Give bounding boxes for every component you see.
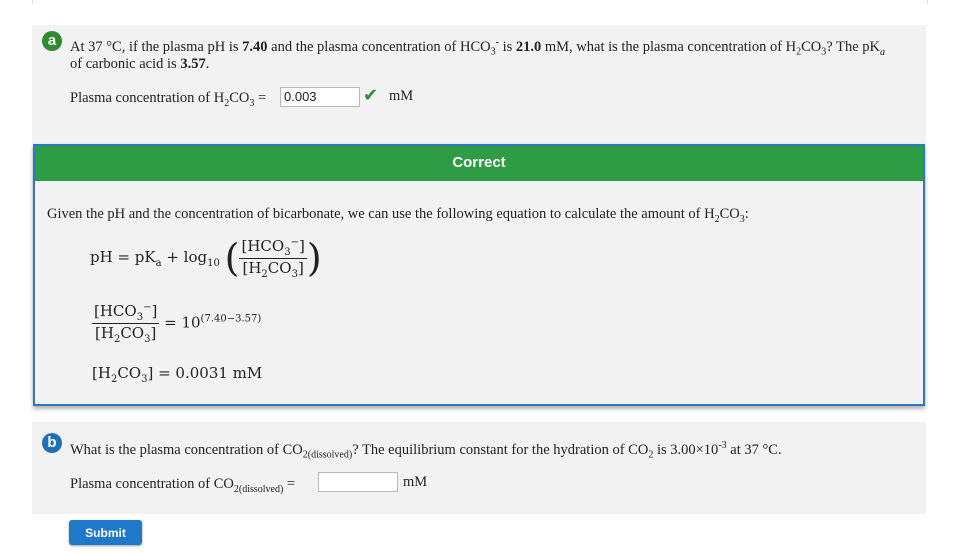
part-a-question: At 37 °C, if the plasma pH is 7.40 and the plasma concentration of $HCO_3^-$ is 21.0 mM, what is the plasma concentration of $H_2CO_3$? The $pK_a$ [70, 37, 885, 58]
part-a-question-line2: of carbonic acid is 3.57. [70, 56, 210, 72]
equation-result: $[H_2CO_3] = 0.0031$ mM [92, 364, 263, 385]
feedback-intro: Given the pH and the concentration of bicarbonate, we can use the following equation to calculate the amount of $H_2CO_3$: [47, 206, 749, 225]
top-rule [32, 0, 928, 4]
submit-button[interactable]: Submit [69, 520, 142, 545]
part-b-answer-label: Plasma concentration of $CO_{2(dissolved)}$ = [70, 476, 296, 495]
part-b-answer-input[interactable] [318, 472, 398, 492]
part-a-badge: a [42, 31, 62, 51]
part-a-answer-label: Plasma concentration of $H_2CO_3$ = [70, 90, 267, 109]
checkmark-icon: ✔ [363, 85, 379, 106]
part-a-unit: mM [389, 88, 414, 104]
part-b-question: What is the plasma concentration of $CO_{2(dissolved)}$? The equilibrium constant for the hydration of $CO_2$ is $3.00\times 10^{-3}$ at 37 °C. [70, 440, 782, 461]
part-a-answer-input[interactable]: 0.003 [280, 87, 360, 107]
part-b-unit: mM [403, 474, 428, 490]
feedback-header: Correct [35, 146, 923, 181]
equation-exponent: (7.40−3.57) [200, 313, 262, 325]
equation-henderson: pH = $pK_a + \log_{10}$ ( $\frac{[HCO_3^-]}{[H_2CO_3]}$ ) [90, 236, 322, 280]
equation-ratio: $\frac{[HCO_3^-]}{[H_2CO_3]}$ = $10^{(7.40-3.57)}$ [94, 302, 262, 345]
part-b-badge: b [42, 433, 62, 453]
